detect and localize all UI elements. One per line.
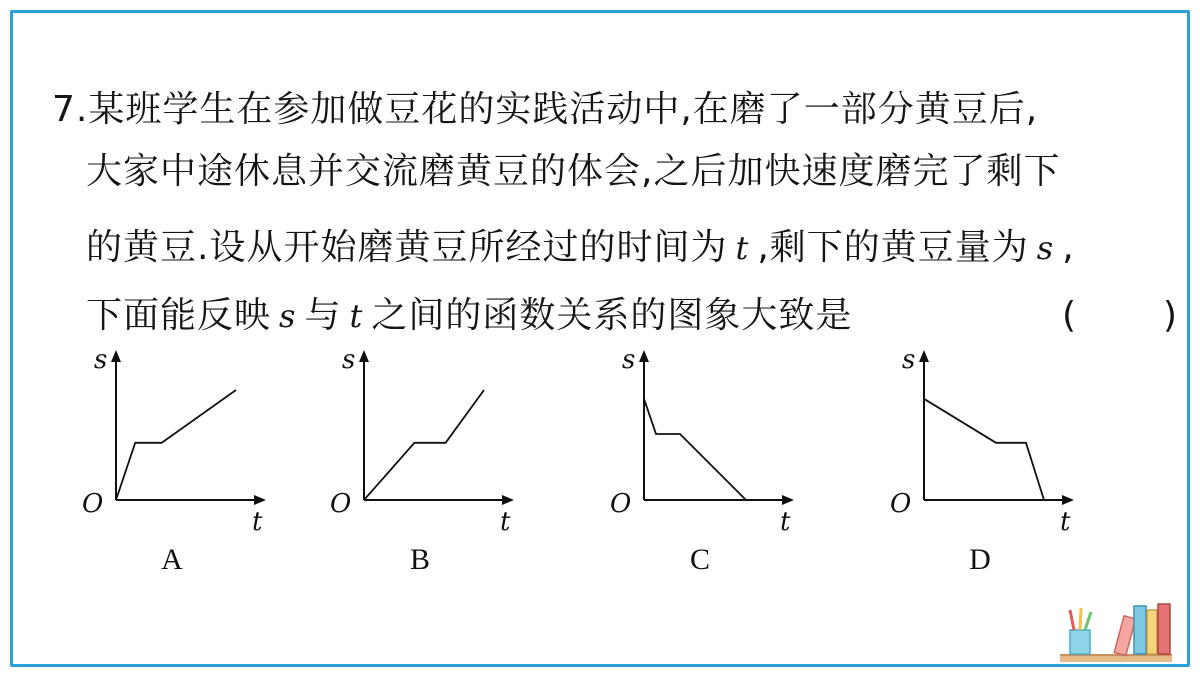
y-axis-arrow	[111, 350, 121, 362]
graph-option-b	[326, 338, 526, 538]
question-text-line-4a: 下面能反映	[86, 295, 272, 336]
question-text-line-1: 某班学生在参加做豆花的实践活动中,在磨了一部分黄豆后,	[88, 89, 1039, 130]
variable-t: t	[735, 229, 750, 267]
question-line-2	[86, 144, 1060, 200]
x-axis-arrow	[782, 495, 794, 505]
x-axis-label: t	[1060, 507, 1071, 537]
origin-label: O	[890, 489, 912, 519]
question-text-line-4c: 之间的函数关系的图象大致是	[371, 295, 853, 336]
option-label-b: B	[409, 543, 430, 576]
variable-t: t	[349, 297, 364, 335]
y-axis-label: s	[94, 345, 108, 375]
option-label-d: D	[969, 543, 991, 576]
origin-label: O	[330, 489, 352, 519]
y-axis-label: s	[902, 345, 916, 375]
question-text-line-4b: 与	[304, 295, 342, 336]
books-and-pencil-cup-icon	[1058, 600, 1176, 670]
option-label-c: C	[689, 543, 710, 576]
function-graph-line	[644, 399, 746, 500]
question-line-3	[86, 220, 1075, 276]
y-axis-arrow	[919, 350, 929, 362]
function-graph-line	[364, 390, 484, 500]
graph-option-a	[78, 338, 278, 538]
x-axis-arrow	[502, 495, 514, 505]
answer-bracket-close: )	[1163, 295, 1179, 336]
variable-s: s	[279, 297, 297, 335]
x-axis-arrow	[1062, 495, 1074, 505]
question-text-line-2: 大家中途休息并交流磨黄豆的体会,之后加快速度磨完了剩下	[86, 151, 1061, 192]
graph-option-c	[606, 338, 806, 538]
function-graph-line	[116, 390, 236, 500]
question-text-line-3a: 的黄豆.设从开始磨黄豆所经过的时间为	[86, 227, 728, 268]
y-axis-label: s	[622, 345, 636, 375]
x-axis-label: t	[252, 507, 263, 537]
x-axis-label: t	[780, 507, 791, 537]
question-line-4	[86, 288, 1179, 344]
graph-c-svg	[606, 338, 806, 538]
question-text-line-3c: ,	[1062, 227, 1075, 268]
question-text-line-3b: ,剩下的黄豆量为	[757, 227, 1029, 268]
answer-bracket-open: (	[1062, 295, 1078, 336]
question-number: 7.	[52, 89, 89, 130]
option-label-a: A	[161, 543, 183, 576]
y-axis-label: s	[342, 345, 356, 375]
graph-d-svg	[886, 338, 1086, 538]
question-line-1	[52, 82, 1038, 138]
y-axis-arrow	[639, 350, 649, 362]
origin-label: O	[82, 489, 104, 519]
graph-option-d	[886, 338, 1086, 538]
y-axis-arrow	[359, 350, 369, 362]
x-axis-arrow	[254, 495, 266, 505]
x-axis-label: t	[500, 507, 511, 537]
function-graph-line	[924, 399, 1044, 500]
origin-label: O	[610, 489, 632, 519]
variable-s: s	[1036, 229, 1055, 267]
graph-a-svg	[78, 338, 278, 538]
graph-b-svg	[326, 338, 526, 538]
